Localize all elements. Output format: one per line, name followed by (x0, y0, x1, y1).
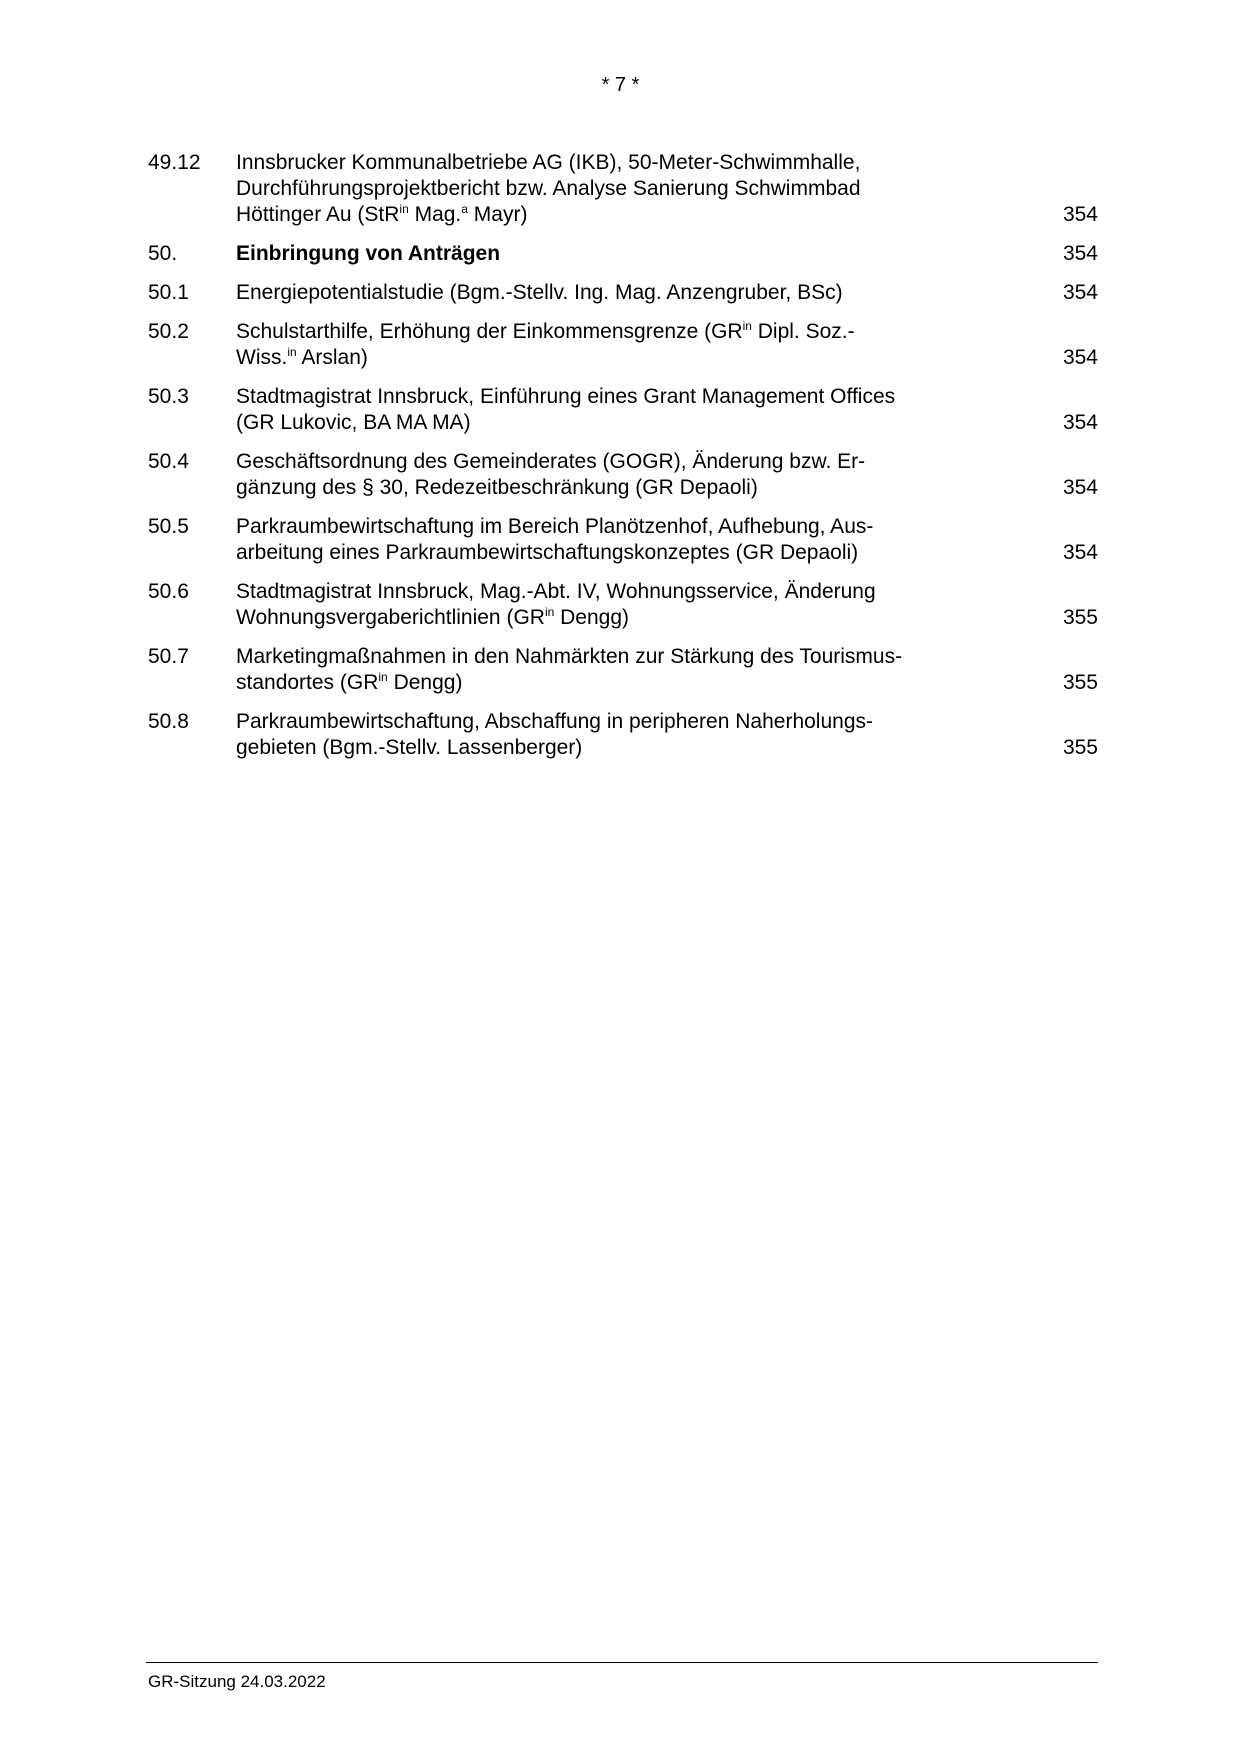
entry-title-line: Stadtmagistrat Innsbruck, Einführung eines Grant Management Offices (236, 385, 896, 408)
table-of-contents (148, 150, 1098, 774)
entry-page: 354 (1062, 476, 1098, 499)
entry-title (236, 709, 1016, 761)
toc-entry-50-8[interactable] (148, 709, 1098, 761)
entry-title-line: Marketingmaßnahmen in den Nahmärkten zur Stärkung des Tourismus- (236, 645, 903, 668)
toc-entry-50-7[interactable] (148, 644, 1098, 696)
toc-entry-50-5[interactable] (148, 514, 1098, 566)
entry-number: 50.6 (148, 580, 189, 603)
toc-entry-49-12[interactable] (148, 150, 1098, 228)
page-number: * 7 * (601, 74, 640, 96)
entry-page: 354 (1062, 541, 1098, 564)
toc-entry-50-1[interactable] (148, 280, 1098, 306)
footer-divider (146, 1662, 1098, 1663)
entry-title-line: Höttinger Au (StR$^{in}$ Mag.$^a$ Mayr) (236, 202, 528, 226)
entry-page: 354 (1062, 203, 1098, 226)
entry-title (236, 579, 1016, 631)
entry-page: 355 (1062, 606, 1098, 629)
entry-page: 354 (1062, 242, 1098, 265)
entry-page: 355 (1062, 736, 1098, 759)
entry-title (236, 644, 1016, 696)
entry-title-line: Schulstarthilfe, Erhöhung der Einkommensgrenze ($GR^{in}$ Dipl. Soz.- (236, 319, 855, 343)
entry-page: 355 (1062, 671, 1098, 694)
entry-title-line: Wohnungsvergaberichtlinien ($GR^{in}$ Dengg) (236, 605, 630, 629)
toc-entry-50-4[interactable] (148, 449, 1098, 501)
entry-title-line: standortes ($GR^{in}$ Dengg) (236, 670, 463, 694)
entry-number: 50.2 (148, 320, 189, 343)
entry-title (236, 319, 1016, 371)
entry-title-line: Innsbrucker Kommunalbetriebe AG (IKB), 50-Meter-Schwimmhalle, (236, 151, 861, 174)
entry-number: 50.5 (148, 515, 189, 538)
entry-number: 50. (148, 242, 178, 265)
entry-page: 354 (1062, 411, 1098, 434)
toc-entry-50-3[interactable] (148, 384, 1098, 436)
footer-text: GR-Sitzung 24.03.2022 (148, 1672, 326, 1691)
entry-number: 50.8 (148, 710, 189, 733)
entry-title: Energiepotentialstudie (Bgm.-Stellv. Ing. Mag. Anzengruber, BSc) (236, 281, 843, 304)
entry-page: 354 (1062, 281, 1098, 304)
entry-title-line: Wiss.$^{in}$ Arslan) (236, 345, 368, 369)
entry-number: 50.4 (148, 450, 189, 473)
entry-number: 50.7 (148, 645, 189, 668)
entry-title-line: Geschäftsordnung des Gemeinderates (GOGR), Änderung bzw. Er- (236, 450, 866, 473)
entry-number: 50.1 (148, 281, 189, 304)
entry-title-line: arbeitung eines Parkraumbewirtschaftungskonzeptes (GR Depaoli) (236, 541, 859, 564)
entry-title-line: gänzung des § 30, Redezeitbeschränkung (GR Depaoli) (236, 476, 758, 499)
entry-title-line: (GR Lukovic, BA MA MA) (236, 411, 471, 434)
entry-page: 354 (1062, 346, 1098, 369)
toc-entry-50[interactable] (148, 241, 1098, 267)
entry-title-line: gebieten (Bgm.-Stellv. Lassenberger) (236, 736, 583, 759)
entry-title-line: Parkraumbewirtschaftung, Abschaffung in peripheren Naherholungs- (236, 710, 873, 733)
entry-title-line: Stadtmagistrat Innsbruck, Mag.-Abt. IV, Wohnungsservice, Änderung (236, 580, 876, 603)
entry-number: 50.3 (148, 385, 189, 408)
entry-title-line: Durchführungsprojektbericht bzw. Analyse Sanierung Schwimmbad (236, 177, 861, 200)
entry-title: Einbringung von Anträgen (236, 242, 501, 265)
entry-title-line: Parkraumbewirtschaftung im Bereich Planötzenhof, Aufhebung, Aus- (236, 515, 874, 538)
entry-number: 49.12 (148, 151, 201, 174)
entry-title (236, 384, 1016, 436)
toc-entry-50-2[interactable] (148, 319, 1098, 371)
entry-title (236, 514, 1016, 566)
toc-entry-50-6[interactable] (148, 579, 1098, 631)
entry-title (236, 150, 1016, 228)
entry-title (236, 449, 1016, 501)
